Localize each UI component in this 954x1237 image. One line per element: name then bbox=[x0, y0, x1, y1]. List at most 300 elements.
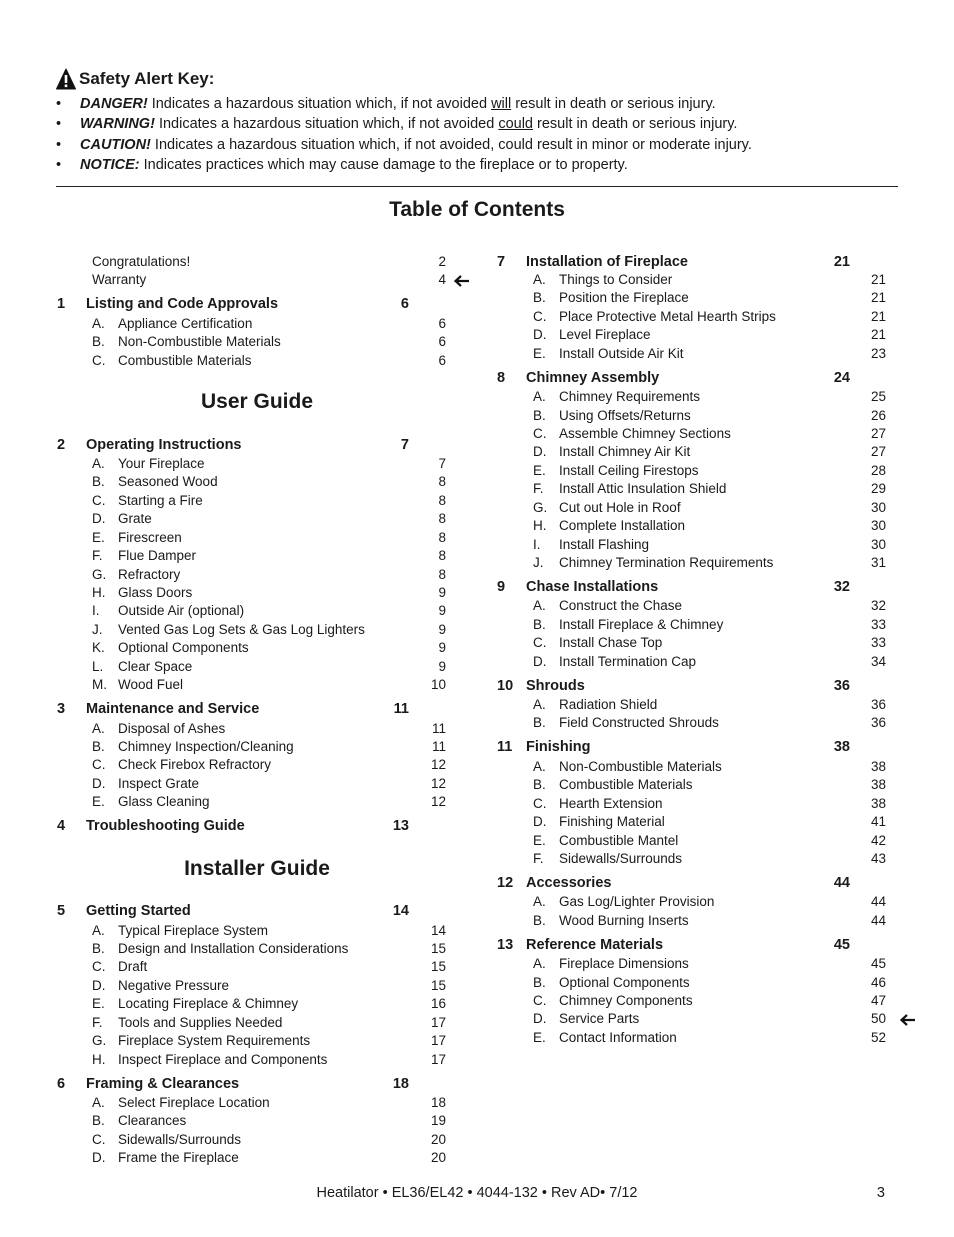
toc-entry-letter: I. bbox=[533, 537, 541, 552]
toc-entry-row bbox=[497, 956, 917, 974]
safety-alert-text: Indicates a hazardous situation which, if not avoided bbox=[147, 96, 492, 112]
toc-entry-title: Things to Consider bbox=[559, 272, 673, 287]
toc-entry-title: Finishing Material bbox=[559, 814, 665, 829]
toc-entry-page: 33 bbox=[870, 635, 886, 650]
toc-entry-page: 45 bbox=[870, 956, 886, 971]
toc-entry-page: 21 bbox=[870, 290, 886, 305]
toc-chapter-title: Troubleshooting Guide bbox=[86, 818, 245, 834]
toc-entry-title: Using Offsets/Returns bbox=[559, 408, 691, 423]
toc-entry-page: 11 bbox=[431, 739, 446, 754]
toc-entry-letter: A. bbox=[533, 956, 546, 971]
installer-guide-heading: Installer Guide bbox=[184, 857, 330, 880]
safety-alert-title bbox=[56, 66, 898, 92]
toc-entry-page: 20 bbox=[430, 1132, 446, 1147]
toc-chapter-number: 11 bbox=[497, 739, 513, 755]
toc-entry-row bbox=[57, 585, 477, 603]
toc-chapter-page: 14 bbox=[392, 903, 409, 919]
toc-entry-title: Chimney Inspection/Cleaning bbox=[118, 739, 294, 754]
toc-entry-row bbox=[497, 500, 917, 518]
toc-entry-title: Chimney Components bbox=[559, 993, 693, 1008]
toc-entry-letter: B. bbox=[533, 617, 546, 632]
arrow-left-icon bbox=[454, 275, 470, 287]
toc-entry-row bbox=[497, 290, 917, 308]
toc-entry-title: Clearances bbox=[118, 1113, 187, 1128]
toc-entry-page: 7 bbox=[438, 456, 446, 471]
toc-chapter-row bbox=[57, 701, 477, 719]
safety-alert-text: Indicates a hazardous situation which, if not avoided bbox=[154, 116, 499, 133]
toc-entry-page: 41 bbox=[870, 814, 886, 829]
toc-chapter-number: 7 bbox=[497, 254, 506, 270]
toc-entry-row bbox=[57, 622, 477, 640]
toc-entry-letter: I. bbox=[92, 603, 100, 618]
toc-chapter-page: 38 bbox=[833, 739, 850, 755]
safety-alert-text: result in death or serious injury. bbox=[511, 96, 716, 112]
toc-entry-letter: D. bbox=[92, 1150, 106, 1165]
toc-entry-row bbox=[497, 851, 917, 869]
toc-entry-row bbox=[57, 316, 477, 334]
toc-entry-page: 31 bbox=[870, 555, 886, 570]
toc-entry-letter: C. bbox=[533, 635, 547, 650]
toc-entry-row bbox=[57, 923, 477, 941]
toc-chapter-row bbox=[497, 254, 917, 272]
toc-chapter-title: Chimney Assembly bbox=[526, 370, 660, 386]
toc-entry-letter: B. bbox=[533, 975, 546, 990]
arrow-left-icon bbox=[900, 1014, 916, 1026]
toc-entry-title: Design and Installation Considerations bbox=[118, 941, 349, 956]
toc-entry-page: 17 bbox=[430, 1015, 446, 1030]
toc-entry-title: Optional Components bbox=[118, 640, 249, 655]
toc-entry-letter: D. bbox=[92, 776, 106, 791]
safety-alert-text: Indicates practices which may cause damage to the fireplace or to property. bbox=[139, 156, 628, 173]
toc-entry-row bbox=[497, 408, 917, 426]
toc-entry-row bbox=[57, 334, 477, 352]
toc-entry-page: 8 bbox=[438, 548, 446, 563]
toc-chapter-page: 45 bbox=[833, 937, 850, 953]
toc-entry-title: Refractory bbox=[118, 567, 181, 582]
toc-chapter-page: 13 bbox=[392, 818, 409, 834]
toc-entry-title: Combustible Mantel bbox=[559, 833, 679, 848]
safety-alert-title-text: Safety Alert Key: bbox=[79, 69, 215, 88]
toc-entry-row bbox=[57, 474, 477, 492]
toc-entry-page: 47 bbox=[870, 993, 886, 1008]
toc-entry-row bbox=[57, 493, 477, 511]
toc-entry-title: Place Protective Metal Hearth Strips bbox=[559, 309, 776, 324]
toc-chapter-number: 12 bbox=[497, 875, 514, 891]
toc-entry-page: 12 bbox=[430, 794, 446, 809]
toc-chapter-row bbox=[497, 875, 917, 893]
toc-entry-title: Congratulations! bbox=[92, 254, 191, 269]
toc-entry-letter: C. bbox=[533, 426, 547, 441]
toc-entry-row bbox=[497, 796, 917, 814]
toc-entry-row bbox=[497, 327, 917, 345]
safety-alert-label: CAUTION! bbox=[80, 136, 151, 153]
toc-entry-row bbox=[57, 978, 477, 996]
toc-entry-title: Vented Gas Log Sets & Gas Log Lighters bbox=[118, 622, 365, 637]
toc-chapter-page: 36 bbox=[833, 678, 850, 694]
toc-entry-page: 9 bbox=[438, 622, 446, 637]
toc-entry-letter: C. bbox=[533, 993, 547, 1008]
toc-entry-letter: B. bbox=[92, 739, 105, 754]
toc-entry-page: 8 bbox=[438, 567, 446, 582]
toc-entry-page: 8 bbox=[438, 530, 446, 545]
toc-entry-letter: C. bbox=[92, 1132, 106, 1147]
toc-entry-letter: H. bbox=[92, 1052, 106, 1067]
toc-entry-row bbox=[57, 739, 477, 757]
toc-entry-row bbox=[497, 777, 917, 795]
toc-entry-letter: H. bbox=[533, 518, 547, 533]
toc-entry-letter: H. bbox=[92, 585, 106, 600]
toc-entry-title: Install Outside Air Kit bbox=[559, 346, 684, 361]
toc-entry-row bbox=[497, 1030, 917, 1048]
toc-entry-row bbox=[497, 814, 917, 832]
toc-chapter-row bbox=[497, 370, 917, 388]
toc-entry-page: 18 bbox=[430, 1095, 446, 1110]
toc-entry-title: Cut out Hole in Roof bbox=[559, 500, 681, 515]
toc-entry-letter: A. bbox=[92, 923, 105, 938]
toc-entry-page: 46 bbox=[870, 975, 886, 990]
toc-entry-page: 4 bbox=[438, 272, 446, 287]
toc-entry-page: 19 bbox=[430, 1113, 446, 1128]
toc-entry-title: Seasoned Wood bbox=[118, 474, 218, 489]
toc-entry-row bbox=[497, 555, 917, 573]
toc-entry-letter: F. bbox=[533, 851, 544, 866]
toc-entry-page: 9 bbox=[438, 640, 446, 655]
toc-entry-row bbox=[497, 975, 917, 993]
toc-entry-title: Wood Burning Inserts bbox=[559, 913, 689, 928]
safety-alert-label: WARNING! bbox=[80, 116, 155, 133]
toc-chapter-title: Listing and Code Approvals bbox=[86, 296, 279, 312]
toc-entry-page: 9 bbox=[438, 659, 446, 674]
toc-entry-row bbox=[57, 677, 477, 695]
toc-entry-title: Combustible Materials bbox=[118, 353, 252, 368]
toc-entry-letter: F. bbox=[533, 481, 544, 496]
safety-alert-label: NOTICE: bbox=[80, 156, 140, 173]
toc-chapter-row bbox=[57, 903, 477, 921]
toc-entry-letter: B. bbox=[92, 941, 105, 956]
toc-entry-letter: J. bbox=[533, 555, 544, 570]
toc-entry-row bbox=[497, 346, 917, 364]
toc-chapter-title: Accessories bbox=[526, 875, 612, 891]
toc-entry-letter: A. bbox=[533, 697, 546, 712]
toc-entry-title: Check Firebox Refractory bbox=[118, 757, 272, 772]
toc-entry-page: 32 bbox=[870, 598, 886, 613]
toc-entry-title: Install Chimney Air Kit bbox=[559, 444, 691, 459]
toc-entry-letter: G. bbox=[92, 1033, 107, 1048]
toc-entry-row bbox=[57, 1150, 477, 1168]
toc-chapter-title: Finishing bbox=[526, 739, 591, 755]
safety-alert-text: Indicates a hazardous situation which, if not avoided, could result in minor or moderate injury. bbox=[150, 136, 752, 153]
toc-chapter-row bbox=[57, 1076, 477, 1094]
toc-entry-letter: D. bbox=[92, 978, 106, 993]
toc-chapter-page: 44 bbox=[833, 875, 850, 891]
toc-entry-row bbox=[57, 530, 477, 548]
toc-entry-page: 30 bbox=[870, 518, 886, 533]
toc-entry-title: Negative Pressure bbox=[118, 978, 230, 993]
toc-entry-row bbox=[497, 481, 917, 499]
toc-chapter-number: 8 bbox=[497, 370, 506, 386]
toc-entry-page: 20 bbox=[430, 1150, 446, 1165]
safety-alert-emphasis: will bbox=[491, 96, 512, 112]
toc-chapter-number: 5 bbox=[57, 903, 66, 919]
toc-entry-title: Your Fireplace bbox=[118, 456, 205, 471]
toc-chapter-page: 24 bbox=[833, 370, 850, 386]
toc-entry-title: Non-Combustible Materials bbox=[559, 759, 722, 774]
toc-entry-letter: D. bbox=[533, 444, 547, 459]
toc-entry-row bbox=[497, 518, 917, 536]
toc-entry-letter: B. bbox=[92, 334, 105, 349]
safety-alert-key bbox=[56, 66, 898, 175]
toc-entry-letter: A. bbox=[533, 759, 546, 774]
toc-entry-page: 15 bbox=[430, 978, 446, 993]
toc-entry-letter: B. bbox=[92, 474, 105, 489]
toc-entry-row bbox=[497, 833, 917, 851]
toc-entry-letter: E. bbox=[92, 530, 105, 545]
toc-entry-title: Assemble Chimney Sections bbox=[559, 426, 731, 441]
safety-alert-emphasis: could bbox=[498, 116, 533, 133]
toc-entry-page: 8 bbox=[438, 511, 446, 526]
toc-entry-row bbox=[497, 444, 917, 462]
toc-entry-row bbox=[57, 1132, 477, 1150]
toc-chapter-title: Reference Materials bbox=[526, 937, 664, 953]
toc-entry-title: Install Chase Top bbox=[559, 635, 663, 650]
toc-entry-title: Inspect Fireplace and Components bbox=[118, 1052, 328, 1067]
toc-chapter-title: Shrouds bbox=[526, 678, 585, 694]
toc-entry-title: Flue Damper bbox=[118, 548, 197, 563]
toc-entry-letter: G. bbox=[533, 500, 548, 515]
toc-entry-row bbox=[497, 715, 917, 733]
toc-entry-row bbox=[497, 272, 917, 290]
toc-entry-page: 17 bbox=[430, 1033, 446, 1048]
safety-alert-label: DANGER! bbox=[80, 96, 148, 112]
user-guide-heading: User Guide bbox=[200, 390, 314, 413]
toc-entry-title: Frame the Fireplace bbox=[118, 1150, 239, 1165]
toc-chapter-page: 21 bbox=[833, 254, 850, 270]
safety-alert-item bbox=[56, 155, 898, 175]
toc-chapter-page: 7 bbox=[400, 437, 409, 453]
toc-entry-letter: B. bbox=[533, 408, 546, 423]
toc-entry-title: Service Parts bbox=[559, 1011, 640, 1026]
toc-entry-row bbox=[57, 603, 477, 621]
toc-entry-page: 33 bbox=[870, 617, 886, 632]
safety-alert-list bbox=[56, 94, 898, 175]
toc-entry-title: Fireplace Dimensions bbox=[559, 956, 689, 971]
toc-entry-row bbox=[497, 426, 917, 444]
toc-entry-row bbox=[57, 254, 477, 272]
toc-entry-letter: M. bbox=[92, 677, 107, 692]
toc-chapter-number: 2 bbox=[57, 437, 66, 453]
footer-text: Heatilator • EL36/EL42 • 4044-132 • Rev AD• 7/12 bbox=[316, 1185, 638, 1201]
toc-entry-page: 30 bbox=[870, 500, 886, 515]
toc-entry-title: Level Fireplace bbox=[559, 327, 651, 342]
toc-chapter-row bbox=[57, 296, 477, 314]
toc-entry-page: 21 bbox=[870, 327, 886, 342]
toc-entry-title: Outside Air (optional) bbox=[118, 603, 245, 618]
toc-entry-letter: F. bbox=[92, 548, 103, 563]
toc-chapter-number: 10 bbox=[497, 678, 514, 694]
toc-entry-letter: C. bbox=[92, 757, 106, 772]
toc-chapter-number: 3 bbox=[57, 701, 66, 717]
toc-entry-row bbox=[497, 993, 917, 1011]
toc-entry-letter: A. bbox=[92, 456, 105, 471]
toc-entry-title: Warranty bbox=[92, 272, 147, 287]
toc-entry-letter: C. bbox=[533, 309, 547, 324]
toc-entry-title: Install Flashing bbox=[559, 537, 650, 552]
toc-entry-page: 27 bbox=[870, 444, 886, 459]
toc-entry-row bbox=[497, 537, 917, 555]
toc-entry-row bbox=[57, 776, 477, 794]
toc-entry-page: 25 bbox=[870, 389, 886, 404]
toc-entry-row bbox=[57, 353, 477, 371]
toc-entry-page: 38 bbox=[870, 796, 886, 811]
safety-alert-item bbox=[56, 94, 898, 114]
toc-entry-letter: L. bbox=[92, 659, 104, 674]
toc-chapter-title: Operating Instructions bbox=[86, 437, 242, 453]
toc-entry-page: 42 bbox=[870, 833, 886, 848]
toc-entry-title: Install Fireplace & Chimney bbox=[559, 617, 724, 632]
toc-entry-letter: E. bbox=[533, 1030, 546, 1045]
toc-entry-letter: D. bbox=[533, 654, 547, 669]
toc-entry-letter: C. bbox=[92, 353, 106, 368]
toc-chapter-page: 32 bbox=[833, 579, 850, 595]
page-number: 3 bbox=[876, 1185, 885, 1201]
toc-entry-letter: A. bbox=[533, 598, 546, 613]
toc-entry-row bbox=[57, 511, 477, 529]
toc-entry-letter: D. bbox=[533, 814, 547, 829]
horizontal-divider bbox=[56, 186, 898, 187]
toc-entry-title: Chimney Termination Requirements bbox=[559, 555, 774, 570]
toc-entry-letter: D. bbox=[92, 511, 106, 526]
toc-entry-title: Hearth Extension bbox=[559, 796, 663, 811]
toc-entry-page: 26 bbox=[870, 408, 886, 423]
toc-entry-page: 8 bbox=[438, 474, 446, 489]
toc-entry-row bbox=[497, 617, 917, 635]
toc-chapter-row bbox=[57, 437, 477, 455]
toc-entry-title: Inspect Grate bbox=[118, 776, 200, 791]
toc-entry-letter: A. bbox=[92, 1095, 105, 1110]
toc-chapter-number: 1 bbox=[57, 296, 66, 312]
toc-entry-title: Sidewalls/Surrounds bbox=[559, 851, 683, 866]
toc-entry-page: 43 bbox=[870, 851, 886, 866]
toc-entry-row bbox=[57, 1033, 477, 1051]
toc-entry-title: Install Termination Cap bbox=[559, 654, 697, 669]
toc-entry-letter: G. bbox=[92, 567, 107, 582]
toc-entry-letter: B. bbox=[533, 777, 546, 792]
toc-entry-title: Draft bbox=[118, 959, 148, 974]
toc-entry-row bbox=[497, 463, 917, 481]
toc-entry-title: Field Constructed Shrouds bbox=[559, 715, 719, 730]
toc-entry-row bbox=[57, 996, 477, 1014]
toc-entry-row bbox=[57, 1113, 477, 1131]
toc-entry-page: 6 bbox=[438, 353, 446, 368]
toc-chapter-row bbox=[497, 739, 917, 757]
toc-entry-row bbox=[57, 659, 477, 677]
toc-entry-title: Select Fireplace Location bbox=[118, 1095, 270, 1110]
safety-alert-item bbox=[56, 114, 898, 134]
toc-entry-row bbox=[497, 1011, 917, 1029]
toc-entry-letter: E. bbox=[533, 346, 546, 361]
toc-entry-page: 36 bbox=[870, 697, 886, 712]
toc-entry-row bbox=[57, 456, 477, 474]
toc-entry-title: Gas Log/Lighter Provision bbox=[559, 894, 715, 909]
toc-entry-letter: C. bbox=[92, 493, 106, 508]
toc-entry-letter: E. bbox=[92, 794, 105, 809]
toc-entry-title: Clear Space bbox=[118, 659, 193, 674]
toc-entry-title: Typical Fireplace System bbox=[118, 923, 269, 938]
toc-entry-letter: E. bbox=[533, 463, 546, 478]
toc-entry-letter: K. bbox=[92, 640, 105, 655]
toc-entry-row bbox=[57, 757, 477, 775]
toc-entry-letter: A. bbox=[533, 389, 546, 404]
toc-entry-page: 44 bbox=[870, 913, 886, 928]
warning-triangle-icon bbox=[56, 68, 76, 90]
toc-entry-title: Grate bbox=[118, 511, 152, 526]
toc-entry-row bbox=[57, 1095, 477, 1113]
toc-entry-letter: A. bbox=[92, 316, 105, 331]
toc-entry-title: Disposal of Ashes bbox=[118, 721, 226, 736]
toc-entry-title: Combustible Materials bbox=[559, 777, 693, 792]
toc-entry-letter: J. bbox=[92, 622, 103, 637]
toc-entry-row bbox=[57, 1052, 477, 1070]
safety-alert-item bbox=[56, 135, 898, 155]
toc-entry-title: Contact Information bbox=[559, 1030, 677, 1045]
toc-entry-page: 12 bbox=[430, 757, 446, 772]
toc-entry-page: 21 bbox=[870, 272, 886, 287]
toc-entry-letter: A. bbox=[92, 721, 105, 736]
toc-entry-title: Appliance Certification bbox=[118, 316, 253, 331]
toc-chapter-title: Chase Installations bbox=[526, 579, 659, 595]
toc-entry-letter: D. bbox=[533, 1011, 547, 1026]
toc-entry-page: 38 bbox=[870, 759, 886, 774]
toc-entry-letter: B. bbox=[533, 290, 546, 305]
toc-entry-page: 17 bbox=[430, 1052, 446, 1067]
toc-entry-title: Optional Components bbox=[559, 975, 690, 990]
toc-entry-title: Tools and Supplies Needed bbox=[118, 1015, 283, 1030]
toc-chapter-number: 9 bbox=[497, 579, 506, 595]
toc-entry-title: Non-Combustible Materials bbox=[118, 334, 281, 349]
toc-title: Table of Contents bbox=[389, 198, 565, 221]
toc-chapter-row bbox=[497, 678, 917, 696]
toc-entry-row bbox=[497, 697, 917, 715]
toc-entry-page: 36 bbox=[870, 715, 886, 730]
toc-entry-page: 38 bbox=[870, 777, 886, 792]
toc-entry-page: 16 bbox=[430, 996, 446, 1011]
toc-entry-title: Install Attic Insulation Shield bbox=[559, 481, 727, 496]
toc-entry-page: 52 bbox=[870, 1030, 886, 1045]
toc-entry-title: Starting a Fire bbox=[118, 493, 203, 508]
toc-entry-page: 23 bbox=[870, 346, 886, 361]
toc-entry-title: Position the Fireplace bbox=[559, 290, 689, 305]
toc-entry-page: 10 bbox=[430, 677, 446, 692]
toc-entry-page: 6 bbox=[438, 334, 446, 349]
toc-chapter-page: 6 bbox=[400, 296, 409, 312]
toc-entry-title: Firescreen bbox=[118, 530, 182, 545]
toc-chapter-title: Maintenance and Service bbox=[86, 701, 260, 717]
toc-entry-letter: A. bbox=[533, 894, 546, 909]
toc-entry-title: Chimney Requirements bbox=[559, 389, 701, 404]
toc-entry-row bbox=[57, 941, 477, 959]
toc-chapter-row bbox=[57, 818, 477, 836]
toc-entry-row bbox=[57, 548, 477, 566]
toc-entry-row bbox=[57, 959, 477, 977]
toc-entry-title: Radiation Shield bbox=[559, 697, 658, 712]
toc-entry-page: 9 bbox=[438, 603, 446, 618]
toc-entry-title: Fireplace System Requirements bbox=[118, 1033, 311, 1048]
toc-entry-page: 2 bbox=[438, 254, 446, 269]
toc-entry-page: 12 bbox=[430, 776, 446, 791]
toc-entry-page: 6 bbox=[438, 316, 446, 331]
toc-entry-letter: A. bbox=[533, 272, 546, 287]
toc-entry-row bbox=[57, 1015, 477, 1033]
